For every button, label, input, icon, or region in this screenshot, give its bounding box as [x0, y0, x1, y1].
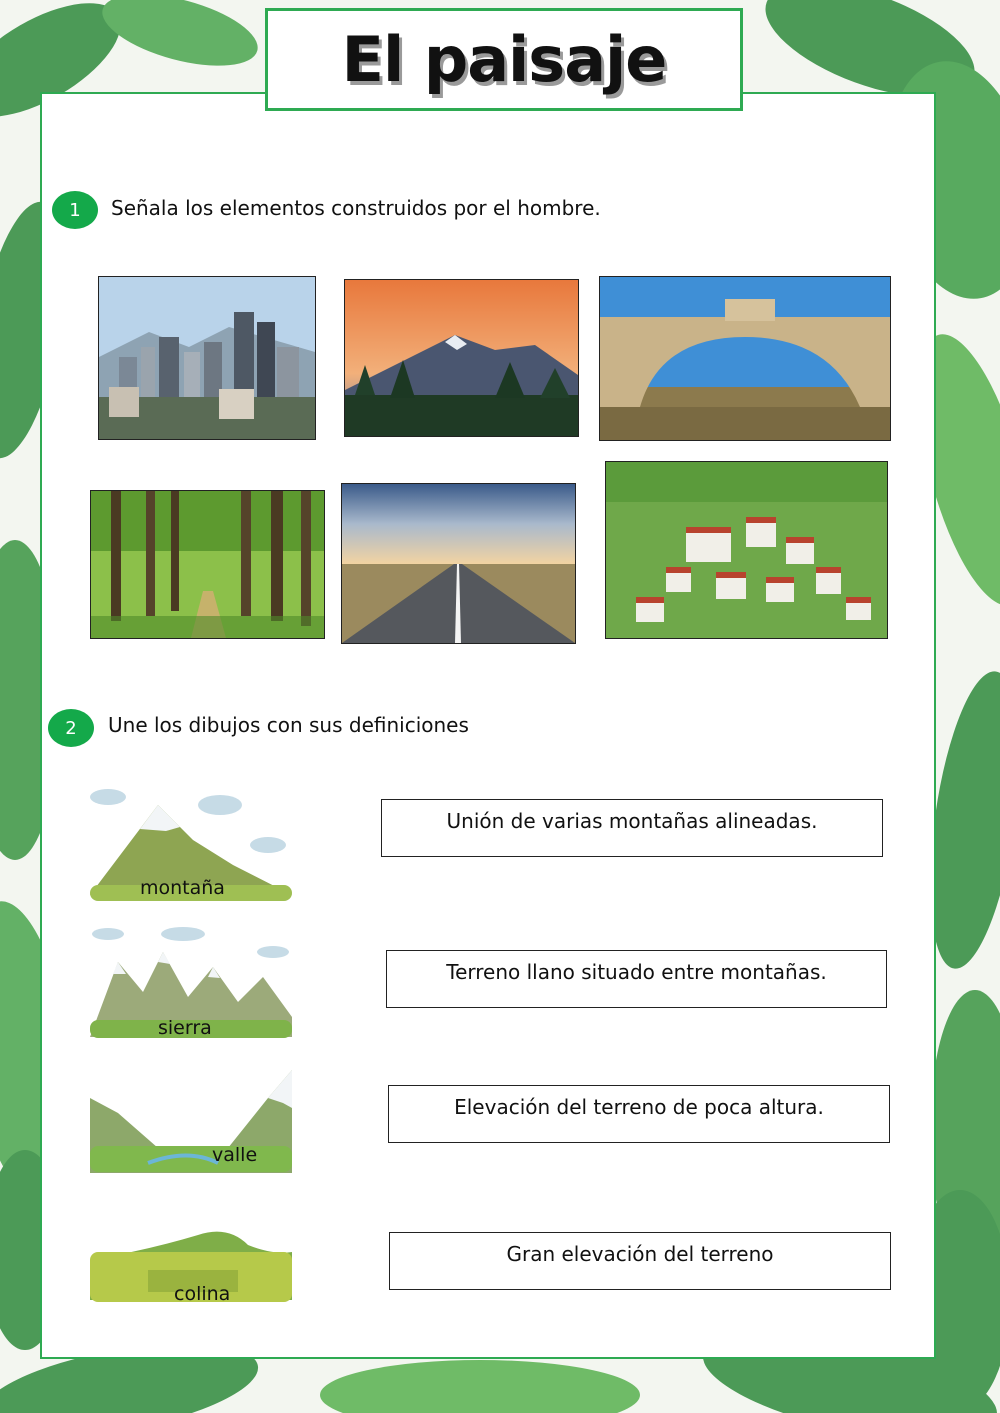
title-box [265, 8, 743, 111]
question-1-instruction: Señala los elementos construidos por el hombre. [111, 196, 601, 220]
drawing-label: montaña [140, 877, 225, 899]
question-2-instruction: Une los dibujos con sus definiciones [108, 713, 469, 737]
photo-stone-bridge[interactable] [599, 276, 891, 441]
photo-mountain-sunset[interactable] [344, 279, 579, 437]
drawing-label: valle [212, 1144, 258, 1166]
mountain-drawing-card[interactable] [88, 785, 294, 905]
sierra-drawing-card[interactable] [88, 922, 294, 1042]
definition-box[interactable]: Elevación del terreno de poca altura. [388, 1085, 890, 1143]
definition-box[interactable]: Terreno llano situado entre montañas. [386, 950, 887, 1008]
photo-village[interactable] [605, 461, 888, 639]
definition-box[interactable]: Gran elevación del terreno [389, 1232, 891, 1290]
photo-city-skyline[interactable] [98, 276, 316, 440]
valley-drawing-icon [88, 1068, 294, 1188]
photo-road[interactable] [341, 483, 576, 644]
question-number-1: 1 [52, 191, 98, 229]
hill-drawing-card[interactable] [88, 1190, 294, 1310]
drawing-label: colina [174, 1283, 231, 1305]
drawing-label: sierra [158, 1017, 212, 1039]
valley-drawing-card[interactable] [88, 1068, 294, 1188]
question-number-2: 2 [48, 709, 94, 747]
photo-forest-path[interactable] [90, 490, 325, 639]
definition-box[interactable]: Unión de varias montañas alineadas. [381, 799, 883, 857]
page-title: El paisaje [341, 23, 667, 96]
